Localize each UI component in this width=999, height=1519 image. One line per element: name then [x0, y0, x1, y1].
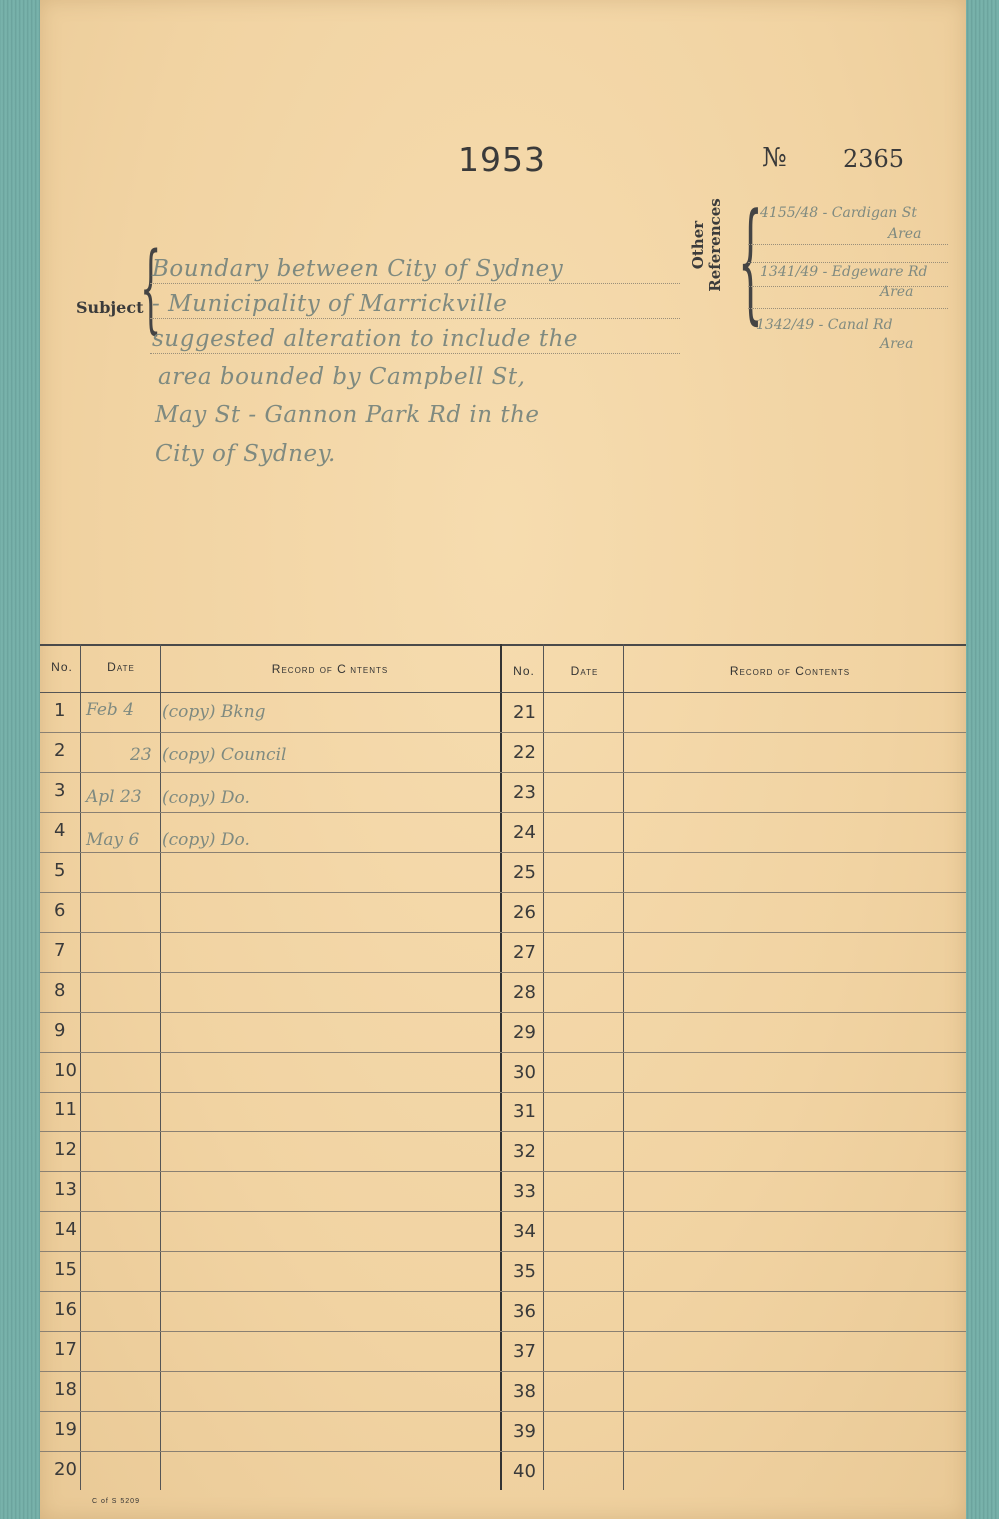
table-header-rule: [40, 692, 966, 693]
row-number-right: 39: [513, 1421, 536, 1443]
entry-date: May 6: [86, 830, 140, 850]
row-number-left: 10: [54, 1059, 77, 1081]
row-number-left: 2: [54, 739, 66, 761]
row-number-left: 12: [54, 1139, 77, 1161]
header-no-left: No.: [51, 660, 73, 674]
reference-item: 1341/49 - Edgeware Rd: [760, 264, 928, 280]
table-row-rule: [40, 1171, 966, 1172]
row-number-left: 15: [54, 1259, 77, 1281]
table-row-rule: [40, 812, 966, 813]
entry-record: (copy) Council: [162, 745, 287, 765]
table-row-rule: [40, 1331, 966, 1332]
row-number-left: 4: [54, 819, 66, 841]
table-row-rule: [40, 932, 966, 933]
table-column-rule: [543, 644, 544, 1490]
reference-item: 4155/48 - Cardigan St: [760, 205, 917, 221]
row-number-right: 40: [513, 1461, 536, 1482]
row-number-right: 34: [513, 1221, 536, 1243]
table-row-rule: [40, 1012, 966, 1013]
table-row-rule: [40, 892, 966, 893]
row-number-right: 21: [513, 701, 536, 723]
row-number-right: 33: [513, 1181, 536, 1203]
row-number-left: 18: [54, 1379, 77, 1401]
row-number-right: 28: [513, 981, 536, 1003]
left-binding: [0, 0, 44, 1519]
other-label-line2: References: [706, 198, 724, 292]
table-row-rule: [40, 972, 966, 973]
subject-line: Boundary between City of Sydney: [152, 256, 564, 282]
header-record-left: Record of C ntents: [271, 662, 389, 676]
row-number-right: 38: [513, 1381, 536, 1403]
subject-label: Subject: [76, 298, 144, 317]
table-row-rule: [40, 1451, 966, 1452]
entry-date: Feb 4: [86, 700, 135, 720]
reference-rule: [748, 262, 948, 263]
right-binding: [964, 0, 999, 1519]
other-references-label: [690, 190, 724, 300]
subject-rule: [150, 318, 680, 319]
file-number: 2365: [843, 145, 905, 173]
table-row-rule: [40, 1251, 966, 1252]
row-number-right: 36: [513, 1301, 536, 1323]
row-number-right: 32: [513, 1141, 536, 1163]
table-row-rule: [40, 1052, 966, 1053]
entry-record: (copy) Bkng: [162, 702, 266, 722]
table-row-rule: [40, 772, 966, 773]
row-number-right: 30: [513, 1061, 536, 1083]
header-no-right: No.: [513, 664, 535, 678]
row-number-right: 23: [513, 781, 536, 803]
row-number-left: 3: [54, 779, 66, 801]
header-record-right: Record of Contents: [729, 664, 851, 678]
subject-rule: [150, 353, 680, 354]
row-number-left: 8: [54, 979, 66, 1001]
row-number-left: 1: [54, 699, 66, 721]
row-number-left: 14: [54, 1219, 77, 1241]
row-number-left: 16: [54, 1299, 77, 1321]
reference-sub: Area: [880, 336, 914, 352]
subject-line: City of Sydney.: [155, 441, 336, 467]
table-row-rule: [40, 732, 966, 733]
row-number-right: 31: [513, 1101, 536, 1123]
row-number-right: 27: [513, 941, 536, 963]
row-number-left: 13: [54, 1179, 77, 1201]
table-row-rule: [40, 1131, 966, 1132]
entry-date: 23: [130, 745, 152, 765]
row-number-left: 17: [54, 1339, 77, 1361]
reference-rule: [748, 286, 948, 287]
header-date-right: Date: [570, 664, 599, 678]
file-year: 1953: [458, 140, 546, 179]
table-row-rule: [40, 852, 966, 853]
table-top-rule: [40, 644, 966, 646]
row-number-left: 5: [54, 859, 66, 881]
entry-record: (copy) Do.: [162, 788, 250, 808]
subject-rule: [150, 283, 680, 284]
subject-line: - Municipality of Marrickville: [152, 291, 508, 317]
entry-date: Apl 23: [86, 787, 142, 807]
reference-sub: Area: [888, 226, 922, 242]
subject-line: suggested alteration to include the: [152, 326, 578, 352]
table-column-rule: [80, 644, 81, 1490]
table-row-rule: [40, 1411, 966, 1412]
table-row-rule: [40, 1371, 966, 1372]
row-number-right: 35: [513, 1261, 536, 1283]
subject-line: area bounded by Campbell St,: [158, 364, 526, 390]
form-code: C of S 5209: [92, 1498, 140, 1505]
table-column-rule: [623, 644, 624, 1490]
reference-rule: [748, 308, 948, 309]
row-number-left: 6: [54, 899, 66, 921]
row-number-right: 25: [513, 861, 536, 883]
reference-rule: [748, 244, 948, 245]
row-number-right: 26: [513, 901, 536, 923]
table-row-rule: [40, 1291, 966, 1292]
reference-item: 1342/49 - Canal Rd: [756, 317, 893, 333]
table-row-rule: [40, 1211, 966, 1212]
row-number-left: 11: [54, 1099, 77, 1121]
row-number-left: 20: [54, 1459, 77, 1480]
references-brace: {: [738, 185, 763, 337]
row-number-right: 29: [513, 1021, 536, 1043]
row-number-left: 9: [54, 1019, 66, 1041]
reference-sub: Area: [880, 284, 914, 300]
row-number-left: 7: [54, 939, 66, 961]
row-number-right: 37: [513, 1341, 536, 1363]
subject-brace: {: [140, 232, 162, 344]
table-row-rule: [40, 1092, 966, 1093]
other-label-line1: Other: [689, 220, 707, 270]
row-number-left: 19: [54, 1419, 77, 1441]
row-number-right: 22: [513, 741, 536, 763]
header-date-left: Date: [107, 660, 135, 674]
table-column-rule: [160, 644, 161, 1490]
subject-line: May St - Gannon Park Rd in the: [155, 402, 540, 428]
number-label: №: [762, 143, 787, 173]
row-number-right: 24: [513, 821, 536, 843]
entry-record: (copy) Do.: [162, 830, 250, 850]
table-column-rule: [500, 644, 502, 1490]
